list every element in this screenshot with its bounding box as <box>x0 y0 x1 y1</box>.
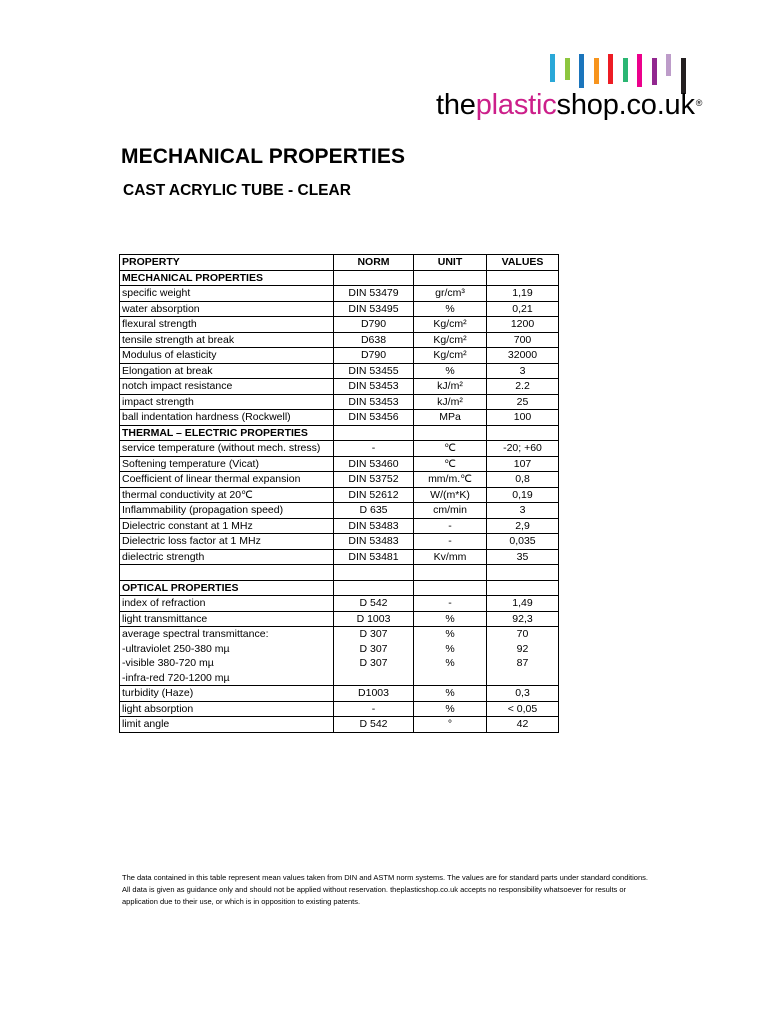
table-row <box>120 518 559 534</box>
property-cell: Softening temperature (Vicat) <box>120 456 334 472</box>
value-cell: 0,21 <box>487 301 559 317</box>
unit-cell: - <box>414 596 487 612</box>
table-row <box>120 301 559 317</box>
unit-cell: % <box>414 611 487 627</box>
norm-cell: DIN 53481 <box>334 549 414 565</box>
table-row <box>120 717 559 733</box>
norm-cell: DIN 52612 <box>334 487 414 503</box>
property-cell: Dielectric constant at 1 MHz <box>120 518 334 534</box>
spectral-norm-line: D 307 <box>359 642 388 655</box>
unit-cell: - <box>414 518 487 534</box>
norm-cell: - <box>334 441 414 457</box>
property-cell: light absorption <box>120 701 334 717</box>
empty-cell <box>334 580 414 596</box>
property-cell: turbidity (Haze) <box>120 686 334 702</box>
value-cell: 0,19 <box>487 487 559 503</box>
spectral-norm <box>334 627 414 686</box>
value-cell: 107 <box>487 456 559 472</box>
value-cell: 3 <box>487 363 559 379</box>
spectral-value-line: 92 <box>516 642 529 655</box>
unit-cell: mm/m.℃ <box>414 472 487 488</box>
table-row <box>120 332 559 348</box>
unit-cell: ℃ <box>414 456 487 472</box>
norm-cell: DIN 53495 <box>334 301 414 317</box>
property-cell: dielectric strength <box>120 549 334 565</box>
spectral-line: average spectral transmittance: <box>122 628 269 640</box>
norm-cell: DIN 53453 <box>334 379 414 395</box>
spacer-row <box>120 565 559 581</box>
property-cell: tensile strength at break <box>120 332 334 348</box>
table-row <box>120 686 559 702</box>
spectral-row <box>120 627 559 686</box>
logo-text-shop: shop.co.uk <box>556 89 695 121</box>
table-row <box>120 487 559 503</box>
table-body <box>120 270 559 732</box>
norm-cell: DIN 53455 <box>334 363 414 379</box>
spectral-unit-line: % <box>445 642 455 655</box>
header-unit: UNIT <box>414 255 487 271</box>
logo-text-plastic: plastic <box>475 89 557 121</box>
norm-cell: D790 <box>334 348 414 364</box>
spectral-unit-line: % <box>445 657 455 669</box>
unit-cell: % <box>414 363 487 379</box>
properties-table <box>119 254 559 733</box>
norm-cell: DIN 53752 <box>334 472 414 488</box>
table-row <box>120 363 559 379</box>
norm-cell: DIN 53483 <box>334 534 414 550</box>
value-cell: -20; +60 <box>487 441 559 457</box>
logo-color-bars <box>550 52 694 88</box>
value-cell: 2.2 <box>487 379 559 395</box>
value-cell: 25 <box>487 394 559 410</box>
section-row-thermal <box>120 425 559 441</box>
property-cell: limit angle <box>120 717 334 733</box>
section-row-mechanical <box>120 270 559 286</box>
disclaimer-footnote: The data contained in this table represent mean values taken from DIN and ASTM norm systems. The values are for standard parts under standard conditions. All data is given as guidance only and should not be applied without reservation. theplasticshop.co.uk accepts no responsibility whatsoever for results or application due to their use, or which is in opposition to existing patents. <box>122 873 648 906</box>
property-cell: ball indentation hardness (Rockwell) <box>120 410 334 426</box>
spectral-value <box>487 627 559 686</box>
value-cell: 0,3 <box>487 686 559 702</box>
table-row <box>120 317 559 333</box>
spectral-value-line: 87 <box>516 657 529 669</box>
spectral-unit-line: % <box>445 628 455 640</box>
logo-wordmark <box>436 88 702 122</box>
unit-cell: Kg/cm² <box>414 332 487 348</box>
value-cell: 1,19 <box>487 286 559 302</box>
empty-cell <box>487 580 559 596</box>
section-title: OPTICAL PROPERTIES <box>120 580 334 596</box>
unit-cell: ° <box>414 717 487 733</box>
value-cell: 100 <box>487 410 559 426</box>
section-title: THERMAL – ELECTRIC PROPERTIES <box>120 425 334 441</box>
unit-cell: cm/min <box>414 503 487 519</box>
header-property: PROPERTY <box>120 255 334 271</box>
empty-cell <box>334 425 414 441</box>
unit-cell: ℃ <box>414 441 487 457</box>
value-cell: 35 <box>487 549 559 565</box>
unit-cell: Kg/cm² <box>414 317 487 333</box>
norm-cell: D790 <box>334 317 414 333</box>
empty-cell <box>120 565 334 581</box>
property-cell: impact strength <box>120 394 334 410</box>
table-row <box>120 701 559 717</box>
norm-cell: DIN 53456 <box>334 410 414 426</box>
spectral-line: -infra-red 720-1200 mµ <box>122 671 230 684</box>
empty-cell <box>414 580 487 596</box>
value-cell: 32000 <box>487 348 559 364</box>
empty-cell <box>487 565 559 581</box>
property-cell: service temperature (without mech. stress) <box>120 441 334 457</box>
empty-cell <box>487 425 559 441</box>
section-row-optical <box>120 580 559 596</box>
table-row <box>120 456 559 472</box>
property-cell: Modulus of elasticity <box>120 348 334 364</box>
empty-cell <box>414 270 487 286</box>
value-cell: 3 <box>487 503 559 519</box>
norm-cell: D638 <box>334 332 414 348</box>
header-values: VALUES <box>487 255 559 271</box>
logo-bar <box>652 58 657 85</box>
unit-cell: kJ/m² <box>414 394 487 410</box>
unit-cell: gr/cm³ <box>414 286 487 302</box>
empty-cell <box>487 270 559 286</box>
norm-cell: D1003 <box>334 686 414 702</box>
property-cell: thermal conductivity at 20℃ <box>120 487 334 503</box>
table-row <box>120 379 559 395</box>
table-row <box>120 596 559 612</box>
unit-cell: W/(m*K) <box>414 487 487 503</box>
norm-cell: D 542 <box>334 596 414 612</box>
norm-cell: DIN 53460 <box>334 456 414 472</box>
empty-cell <box>334 270 414 286</box>
registered-mark: ® <box>695 98 703 108</box>
table-row <box>120 394 559 410</box>
norm-cell: - <box>334 701 414 717</box>
empty-cell <box>334 565 414 581</box>
logo-bar <box>623 58 628 82</box>
property-cell: Dielectric loss factor at 1 MHz <box>120 534 334 550</box>
table-row <box>120 549 559 565</box>
property-cell: Elongation at break <box>120 363 334 379</box>
unit-cell: % <box>414 686 487 702</box>
spectral-line: -visible 380-720 mµ <box>122 657 214 669</box>
logo-text-the: the <box>436 89 476 121</box>
spectral-property <box>120 627 334 686</box>
logo-bar <box>608 54 613 84</box>
value-cell: 0,035 <box>487 534 559 550</box>
unit-cell: % <box>414 301 487 317</box>
norm-cell: D 635 <box>334 503 414 519</box>
property-cell: flexural strength <box>120 317 334 333</box>
unit-cell: Kg/cm² <box>414 348 487 364</box>
spectral-unit <box>414 627 487 686</box>
norm-cell: DIN 53453 <box>334 394 414 410</box>
property-cell: notch impact resistance <box>120 379 334 395</box>
value-cell: < 0,05 <box>487 701 559 717</box>
logo-bar <box>666 54 671 76</box>
table-header-row <box>120 255 559 271</box>
logo-bar <box>565 58 570 80</box>
norm-cell: DIN 53483 <box>334 518 414 534</box>
section-title: MECHANICAL PROPERTIES <box>120 270 334 286</box>
spectral-line: -ultraviolet 250-380 mµ <box>122 642 230 655</box>
value-cell: 0,8 <box>487 472 559 488</box>
spectral-value-line: 70 <box>516 628 529 640</box>
table-row <box>120 441 559 457</box>
property-cell: specific weight <box>120 286 334 302</box>
property-cell: Inflammability (propagation speed) <box>120 503 334 519</box>
page-subtitle: CAST ACRYLIC TUBE - CLEAR <box>123 182 351 199</box>
page-title: MECHANICAL PROPERTIES <box>121 145 406 168</box>
value-cell: 42 <box>487 717 559 733</box>
empty-cell <box>414 565 487 581</box>
table-row <box>120 503 559 519</box>
table-row <box>120 472 559 488</box>
value-cell: 1,49 <box>487 596 559 612</box>
empty-cell <box>414 425 487 441</box>
unit-cell: % <box>414 701 487 717</box>
value-cell: 1200 <box>487 317 559 333</box>
table-row <box>120 286 559 302</box>
property-cell: water absorption <box>120 301 334 317</box>
logo-bar <box>579 54 584 88</box>
property-cell: light transmittance <box>120 611 334 627</box>
table-row <box>120 534 559 550</box>
unit-cell: MPa <box>414 410 487 426</box>
value-cell: 700 <box>487 332 559 348</box>
value-cell: 92,3 <box>487 611 559 627</box>
header-norm: NORM <box>334 255 414 271</box>
table-row <box>120 410 559 426</box>
logo-bar <box>594 58 599 84</box>
unit-cell: kJ/m² <box>414 379 487 395</box>
table-row <box>120 348 559 364</box>
spectral-norm-line: D 307 <box>359 628 388 640</box>
company-logo <box>436 52 706 128</box>
logo-bar <box>550 54 555 82</box>
norm-cell: D 542 <box>334 717 414 733</box>
unit-cell: Kv/mm <box>414 549 487 565</box>
unit-cell: - <box>414 534 487 550</box>
spectral-norm-line: D 307 <box>359 657 388 669</box>
property-cell: Coefficient of linear thermal expansion <box>120 472 334 488</box>
norm-cell: D 1003 <box>334 611 414 627</box>
table-row <box>120 611 559 627</box>
property-cell: index of refraction <box>120 596 334 612</box>
logo-bar <box>637 54 642 87</box>
value-cell: 2,9 <box>487 518 559 534</box>
norm-cell: DIN 53479 <box>334 286 414 302</box>
